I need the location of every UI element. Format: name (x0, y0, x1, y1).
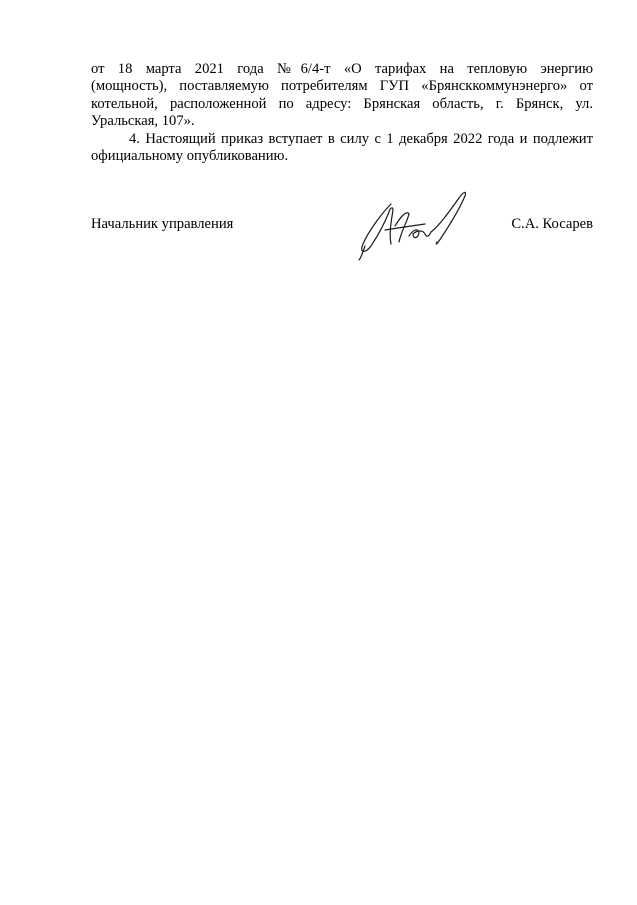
position-title: Начальник управления (91, 216, 234, 232)
document-body (91, 61, 593, 165)
text-line: Уральская, 107». (91, 113, 195, 130)
text-line: 4. Настоящий приказ вступает в силу с 1 декабря 2022 года и подлежит (129, 130, 593, 147)
paragraph-order-reference (91, 61, 593, 131)
text-line: котельной, расположенной по адресу: Брянская область, г. Брянск, ул. (91, 95, 593, 112)
signer-name: С.А. Косарев (511, 216, 593, 232)
paragraph-effective-date (91, 131, 593, 166)
signature-block (91, 216, 593, 236)
handwritten-signature (355, 186, 479, 262)
text-line: от 18 марта 2021 года №6/4-т «О тарифах на тепловую энергию (91, 61, 593, 77)
text-line: (мощность), поставляемую потребителям ГУП «Брянсккоммунэнерго» от (91, 78, 593, 95)
text-line: официальному опубликованию. (91, 148, 289, 165)
